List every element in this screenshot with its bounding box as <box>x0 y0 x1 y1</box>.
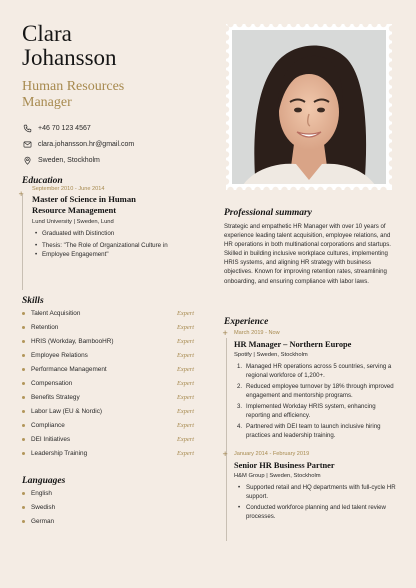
list-item-text: Reduced employee turnover by 18% through improved engagement and mentorship programs. <box>246 383 394 399</box>
mail-icon <box>22 140 32 150</box>
list-item: • Thesis: "The Role of Organizational Culture in <box>32 241 202 250</box>
list-number: 4. <box>237 423 243 430</box>
email-text[interactable]: clara.johansson.hr@gmail.com <box>38 141 135 148</box>
first-name: Clara <box>22 21 72 46</box>
skill-row <box>22 362 194 376</box>
phone-text: +46 70 123 4567 <box>38 125 91 132</box>
list-item-text: Implemented Workday HRIS system, enhancing reporting and efficiency. <box>246 403 376 419</box>
candidate-name <box>22 22 212 70</box>
bullet-dot <box>22 354 25 357</box>
job-achievements <box>234 483 396 521</box>
skill-name: HRIS (Workday, BambooHR) <box>31 337 114 345</box>
skill-level: Expert <box>176 351 194 359</box>
education-bullets <box>32 229 202 259</box>
degree-title <box>32 194 202 216</box>
job-date: March 2019 - Now <box>234 330 280 336</box>
list-item: • Graduated with Distinction <box>32 229 202 238</box>
bullet-dot <box>22 396 25 399</box>
list-item <box>234 362 396 380</box>
contact-email[interactable] <box>22 137 212 152</box>
skill-name: Talent Acquisition <box>31 309 81 317</box>
bullet-dot <box>22 520 25 523</box>
skill-level: Expert <box>176 365 194 373</box>
job-title <box>22 79 212 111</box>
location-text: Sweden, Stockholm <box>38 157 100 164</box>
experience-entry <box>224 451 396 521</box>
contact-phone <box>22 121 212 136</box>
degree-line2: Resource Management <box>32 205 117 215</box>
job-achievements <box>234 362 396 440</box>
list-item <box>234 402 396 420</box>
experience-heading: Experience <box>224 317 269 327</box>
summary-heading: Professional summary <box>224 208 312 218</box>
education-timeline <box>22 194 23 290</box>
bullet-dot <box>22 312 25 315</box>
language-row <box>22 486 194 500</box>
skill-name: Employee Relations <box>31 351 88 359</box>
skill-level: Expert <box>176 323 194 331</box>
bullet-dot <box>22 382 25 385</box>
skill-row <box>22 334 194 348</box>
skill-level: Expert <box>176 449 194 457</box>
list-item-continued <box>32 250 202 259</box>
list-item-text: Managed HR operations across 5 countries, serving a regional workforce of 1,200+. <box>246 363 392 379</box>
list-item <box>234 382 396 400</box>
education-date: September 2010 - June 2014 <box>32 186 105 192</box>
job-title-line2: Manager <box>22 95 72 110</box>
skill-row <box>22 376 194 390</box>
bullet-dot <box>22 506 25 509</box>
experience-timeline <box>226 459 227 541</box>
skill-name: Performance Management <box>31 365 107 373</box>
skill-row <box>22 320 194 334</box>
experience-entry <box>224 330 396 440</box>
list-number: 3. <box>237 403 243 410</box>
job-role: HR Manager – Northern Europe <box>234 340 352 349</box>
skill-row <box>22 390 194 404</box>
profile-photo <box>226 24 392 190</box>
language-row <box>22 500 194 514</box>
list-item-text: Employee Engagement" <box>42 251 109 258</box>
portrait <box>226 24 392 190</box>
skill-row <box>22 446 194 460</box>
language-name: Swedish <box>31 503 56 511</box>
experience-section <box>224 330 396 523</box>
job-title-line1: Human Resources <box>22 79 125 94</box>
skill-row <box>22 418 194 432</box>
bullet-dot <box>22 438 25 441</box>
bullet-dot <box>22 368 25 371</box>
timeline-plus-icon: + <box>222 449 228 459</box>
job-company: Spotify | Sweden, Stockholm <box>234 352 308 358</box>
timeline-plus-icon: + <box>18 189 24 199</box>
location-pin-icon <box>22 156 32 166</box>
bullet-dot <box>22 326 25 329</box>
skill-row <box>22 432 194 446</box>
education-heading: Education <box>22 176 63 186</box>
timeline-plus-icon: + <box>222 328 228 338</box>
job-date: January 2014 - February 2019 <box>234 451 310 457</box>
list-item-text: Partnered with DEI team to launch inclusive hiring practices and leadership training. <box>246 423 381 439</box>
phone-icon <box>22 124 32 134</box>
skill-name: Retention <box>31 323 59 331</box>
skill-name: Leadership Training <box>31 449 88 457</box>
bullet-dot <box>22 340 25 343</box>
bullet-dot <box>22 492 25 495</box>
language-name: English <box>31 489 52 497</box>
last-name: Johansson <box>22 45 117 70</box>
languages-heading: Languages <box>22 476 66 486</box>
skill-level: Expert <box>176 407 194 415</box>
skill-level: Expert <box>176 435 194 443</box>
bullet-dot <box>22 452 25 455</box>
contact-location <box>22 153 212 168</box>
skill-name: Benefits Strategy <box>31 393 80 401</box>
skill-name: Compensation <box>31 379 73 387</box>
list-number: 2. <box>237 383 243 390</box>
skills-list <box>22 306 194 460</box>
experience-timeline <box>226 338 227 466</box>
contact-list <box>22 121 212 168</box>
bullet-dot <box>22 424 25 427</box>
skill-row <box>22 348 194 362</box>
skill-name: Compliance <box>31 421 65 429</box>
skill-row <box>22 404 194 418</box>
language-row <box>22 514 194 528</box>
bullet-dot <box>22 410 25 413</box>
job-company: H&M Group | Sweden, Stockholm <box>234 473 321 479</box>
skill-level: Expert <box>176 379 194 387</box>
degree-line1: Master of Science in Human <box>32 194 136 204</box>
skill-level: Expert <box>176 309 194 317</box>
list-item: • Conducted workforce planning and led talent review processes. <box>234 503 396 521</box>
list-item <box>234 422 396 440</box>
skill-level: Expert <box>176 337 194 345</box>
language-name: German <box>31 517 55 525</box>
skill-level: Expert <box>176 393 194 401</box>
education-section <box>18 186 202 259</box>
skill-level: Expert <box>176 421 194 429</box>
skills-heading: Skills <box>22 296 44 306</box>
skill-name: Labor Law (EU & Nordic) <box>31 407 103 415</box>
job-role: Senior HR Business Partner <box>234 461 335 470</box>
languages-list <box>22 486 194 528</box>
skill-name: DEI Initiatives <box>31 435 71 443</box>
list-item: • Supported retail and HQ departments with full-cycle HR support. <box>234 483 396 501</box>
school-name: Lund University | Sweden, Lund <box>32 219 114 225</box>
summary-text: Strategic and empathetic HR Manager with over 10 years of experience leading talent acquisition, employee relations, and HR operations in both multinational corporations and startups. Skilled in building inclusive workplace cultures, implementing HRIS systems, and aligning HR strategy with business objectives. Known for improving retention rates, streamlining onboarding, and ensuring compliance with labor laws. <box>224 223 391 285</box>
list-number: 1. <box>237 363 243 370</box>
skill-row <box>22 306 194 320</box>
